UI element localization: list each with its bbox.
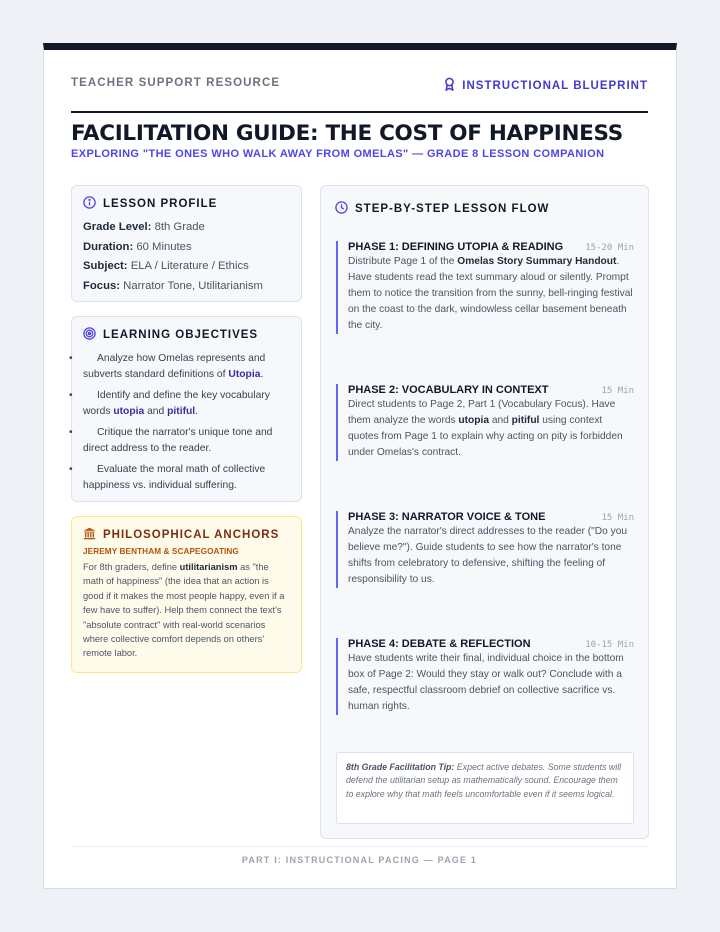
page-subtitle: EXPLORING "THE ONES WHO WALK AWAY FROM OMELAS" — GRADE 8 LESSON COMPANION bbox=[71, 148, 605, 160]
phase-duration: 10-15 Min bbox=[585, 640, 634, 650]
lesson-profile-card bbox=[71, 185, 302, 302]
objective-text: and bbox=[144, 406, 168, 417]
phase-header bbox=[348, 241, 634, 253]
phase-header bbox=[348, 511, 634, 523]
learning-objectives-card bbox=[71, 316, 302, 502]
tip-label: 8th Grade Facilitation Tip: bbox=[346, 762, 455, 772]
phase-duration: 15-20 Min bbox=[585, 243, 634, 253]
profile-value: Narrator Tone, Utilitarianism bbox=[123, 279, 263, 292]
phase-title: PHASE 4: DEBATE & REFLECTION bbox=[348, 638, 531, 650]
profile-label: Grade Level: bbox=[83, 221, 152, 233]
phase-bold: utopia bbox=[458, 415, 489, 426]
profile-duration bbox=[83, 238, 290, 258]
profile-subject bbox=[83, 257, 290, 277]
page-header bbox=[71, 77, 648, 113]
phase-duration: 15 Min bbox=[601, 513, 634, 523]
eyebrow-label: TEACHER SUPPORT RESOURCE bbox=[71, 77, 281, 89]
objective-text: . bbox=[260, 369, 264, 380]
phase-header bbox=[348, 638, 634, 650]
objective-text: . bbox=[195, 406, 199, 417]
anchors-text: as "the math of happiness" (the idea that an action is good if it makes the most people happy, even if a few have to suffer). Help them connect the text's "absolute contract" with real-world scenarios where collective comfort depends on others' remote labor. bbox=[83, 562, 285, 659]
award-icon bbox=[443, 77, 456, 94]
objective-item bbox=[83, 351, 290, 383]
objective-text: Identify and define the key vocabulary words bbox=[83, 390, 270, 417]
objective-bold: utopia bbox=[113, 406, 145, 417]
phase-block bbox=[336, 638, 634, 715]
anchors-body bbox=[83, 560, 290, 661]
objective-bold: pitiful bbox=[167, 406, 196, 417]
objective-item bbox=[83, 425, 290, 457]
phase-bold: Omelas Story Summary Handout bbox=[457, 256, 617, 267]
phase-block bbox=[336, 384, 634, 461]
anchors-bold: utilitarianism bbox=[179, 562, 238, 572]
objective-item bbox=[83, 462, 290, 494]
flow-heading bbox=[335, 201, 634, 217]
philosophical-anchors-card bbox=[71, 516, 302, 673]
blueprint-tag bbox=[443, 77, 648, 94]
profile-label: Focus: bbox=[83, 279, 121, 292]
objectives-list bbox=[83, 351, 290, 494]
target-icon bbox=[83, 327, 96, 343]
phase-text: Distribute Page 1 of the bbox=[348, 256, 458, 267]
phase-description bbox=[348, 397, 634, 461]
phase-description: Have students write their final, individual choice in the bottom box of Page 2: Would they stay or walk out? Conclude with a safe, respectful classroom debrief on collective sacrifice vs. human rights. bbox=[348, 653, 624, 712]
info-icon bbox=[83, 196, 96, 212]
flow-title: STEP-BY-STEP LESSON FLOW bbox=[355, 203, 550, 215]
objectives-heading bbox=[83, 327, 290, 343]
phase-title: PHASE 1: DEFINING UTOPIA & READING bbox=[348, 241, 564, 253]
blueprint-label: INSTRUCTIONAL BLUEPRINT bbox=[462, 79, 648, 92]
profile-value: 60 Minutes bbox=[136, 240, 192, 253]
objective-bold: Utopia bbox=[228, 369, 261, 380]
phase-title: PHASE 3: NARRATOR VOICE & TONE bbox=[348, 511, 546, 523]
anchors-heading bbox=[83, 527, 290, 543]
phase-text: using context quotes from Page 1 to explain why acting on pity is forbidden under Omelas's contract. bbox=[348, 415, 623, 458]
profile-focus bbox=[83, 277, 290, 297]
profile-value: ELA / Literature / Ethics bbox=[130, 260, 249, 272]
anchors-title: PHILOSOPHICAL ANCHORS bbox=[103, 529, 280, 541]
phase-block bbox=[336, 241, 634, 334]
page-title: FACILITATION GUIDE: THE COST OF HAPPINESS bbox=[71, 121, 623, 146]
document-page bbox=[43, 43, 677, 889]
phase-description bbox=[348, 254, 634, 334]
profile-value: 8th Grade bbox=[154, 221, 205, 233]
phase-text: Direct students to Page 2, Part 1 (Vocabulary Focus). Have them analyze the words bbox=[348, 399, 616, 426]
anchors-subheading: JEREMY BENTHAM & SCAPEGOATING bbox=[83, 547, 239, 556]
phase-duration: 15 Min bbox=[601, 386, 634, 396]
lesson-profile-title: LESSON PROFILE bbox=[103, 198, 218, 210]
lesson-profile-heading bbox=[83, 196, 290, 212]
phase-text: . Have students read the text summary aloud or silently. Prompt them to notice the transition from the sunny, bell-ringing festival on the coast to the dark, windowless cellar basement beneath the city. bbox=[348, 256, 633, 331]
lesson-flow-card bbox=[320, 185, 649, 839]
page-footer: PART I: INSTRUCTIONAL PACING — PAGE 1 bbox=[71, 846, 648, 865]
objective-text: Critique the narrator's unique tone and direct address to the reader. bbox=[83, 427, 273, 454]
objective-text: Analyze how Omelas represents and subverts standard definitions of bbox=[83, 353, 266, 380]
objective-text: Evaluate the moral math of collective happiness vs. individual suffering. bbox=[83, 464, 266, 491]
phase-header bbox=[348, 384, 634, 396]
profile-label: Subject: bbox=[83, 260, 128, 272]
phase-block bbox=[336, 511, 634, 588]
objectives-title: LEARNING OBJECTIVES bbox=[103, 329, 259, 341]
phase-description: Analyze the narrator's direct addresses to the reader ("Do you believe me?"). Guide students to see how the narrator's tone shifts from celebratory to defensive, shifting the feeling of responsibility to us. bbox=[348, 526, 628, 585]
phase-bold: pitiful bbox=[511, 415, 540, 426]
tip-text: Expect active debates. Some students will defend the utilitarian setup as mathematically sound. Encourage them to explore why that math feels uncomfortable even if it seems logical. bbox=[346, 762, 622, 799]
profile-list bbox=[83, 218, 290, 296]
anchors-text: For 8th graders, define bbox=[83, 562, 180, 572]
institution-icon bbox=[83, 527, 96, 543]
profile-grade bbox=[83, 218, 290, 238]
facilitation-tip bbox=[336, 752, 634, 824]
phase-title: PHASE 2: VOCABULARY IN CONTEXT bbox=[348, 384, 549, 396]
objective-item bbox=[83, 388, 290, 420]
phase-text: and bbox=[488, 415, 512, 426]
clock-icon bbox=[335, 201, 348, 217]
profile-label: Duration: bbox=[83, 240, 134, 253]
